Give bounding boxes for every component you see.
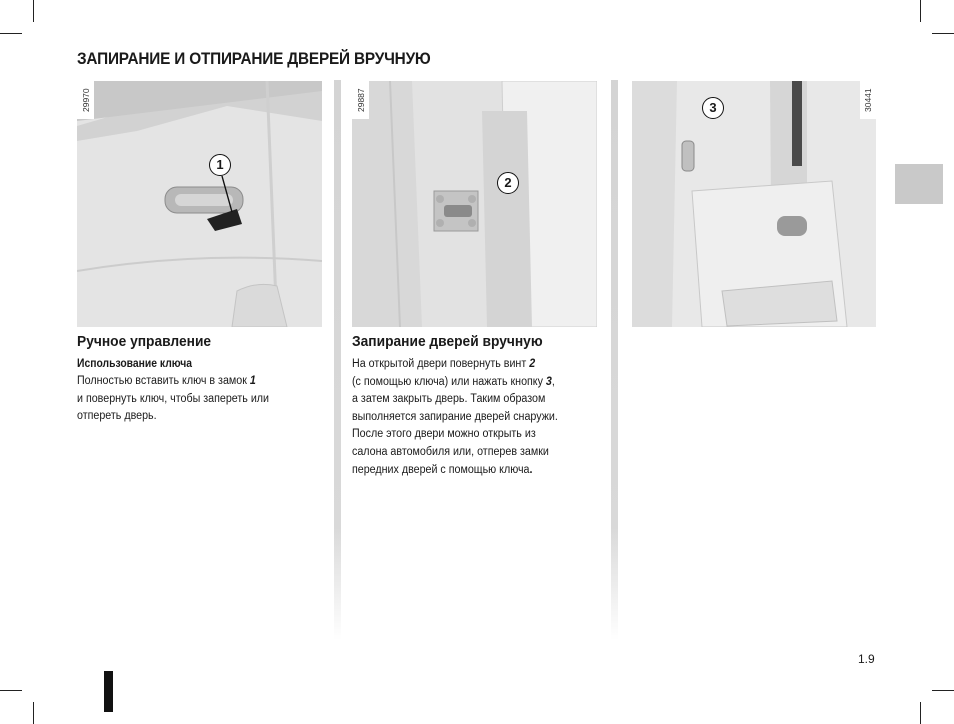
body-text: салона автомобиля или, отперев замки [352,445,549,458]
door-interior-illustration [632,81,876,327]
callout-2: 2 [497,172,519,194]
body-text: . [529,463,533,476]
body-text: После этого двери можно открыть из [352,428,536,441]
figure-door-lock [352,81,597,327]
figure-code: 30441 [863,88,873,112]
door-lock-illustration [352,81,597,327]
page-number: 1.9 [858,652,875,666]
ref-number: 1 [249,375,256,387]
ref-number: 3 [545,375,552,388]
margin-bar [104,671,113,712]
figure-code: 29887 [356,88,366,112]
body-text: Полностью вставить ключ в замок [77,375,250,387]
body-text: отпереть дверь. [77,410,157,423]
body-text: а затем закрыть дверь. Таким образом [352,393,546,406]
body-text: и повернуть ключ, чтобы запереть или [77,392,270,405]
body-text: , [551,375,555,388]
figure-door-interior [632,81,876,327]
page-title: ЗАПИРАНИЕ И ОТПИРАНИЕ ДВЕРЕЙ ВРУЧНУЮ [77,50,431,68]
middle-heading: Запирание дверей вручную [352,334,543,350]
left-body [77,373,269,426]
body-text: (с помощью ключа) или нажать кнопку [352,375,546,388]
figure-code: 29970 [81,88,91,112]
callout-1: 1 [209,154,231,176]
body-text: передних дверей с помощью ключа [352,463,530,476]
middle-body [352,356,558,479]
callout-3: 3 [702,97,724,119]
left-subheading: Использование ключа [77,358,192,370]
ref-number: 2 [529,358,536,370]
body-text: На открытой двери повернуть винт [352,358,530,370]
left-heading: Ручное управление [77,334,212,350]
body-text: выполняется запирание дверей снаружи. [352,410,558,423]
